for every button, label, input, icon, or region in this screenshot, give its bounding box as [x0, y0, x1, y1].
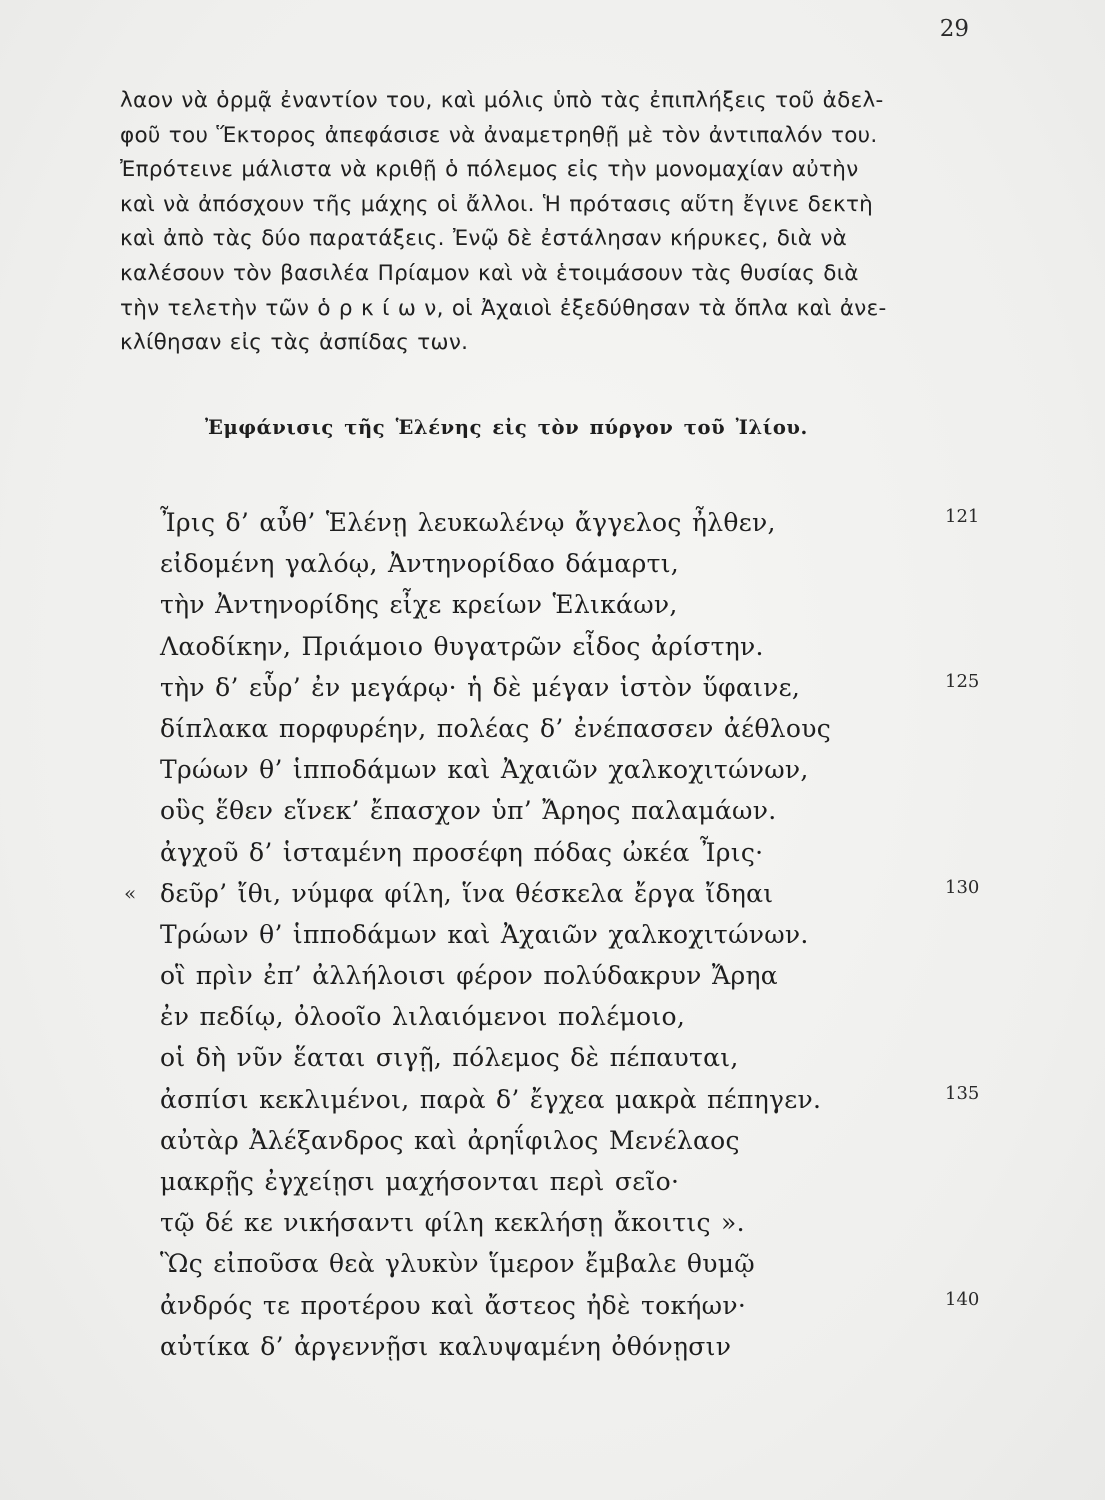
verse-text: αὐτίκα δ’ ἀργεννῇσι καλυψαμένη ὀθόνῃσιν [160, 1331, 732, 1361]
verse-text: ἐν πεδίῳ, ὀλοοῖο λιλαιόμενοι πολέμοιο, [160, 1002, 686, 1032]
verse-line [132, 1202, 1012, 1243]
verse-text: οὓς ἕθεν εἵνεκ’ ἔπασχον ὑπ’ Ἄρηος παλαμάων. [160, 796, 777, 826]
verse-line [132, 1161, 1012, 1202]
verse-text: ἀγχοῦ δ’ ἱσταμένη προσέφη πόδας ὠκέα Ἶρις· [160, 837, 764, 867]
verse-line [124, 873, 1012, 914]
verse-text: τὴν Ἀντηνορίδης εἶχε κρείων Ἑλικάων, [160, 590, 678, 620]
verse-line [132, 1243, 1012, 1284]
verse-text: οἳ πρὶν ἐπ’ ἀλλήλοισι φέρον πολύδακρυν Ἄρηα [160, 961, 778, 991]
verse-line [132, 996, 1012, 1037]
section-heading: Ἐμφάνισις τῆς Ἑλένης εἰς τὸν πύργον τοῦ Ἰλίου. [205, 416, 808, 439]
verse-line [132, 1079, 1012, 1120]
verse-line [132, 1326, 1012, 1367]
prose-line: λαον νὰ ὁρμᾷ ἐναντίον του, καὶ μόλις ὑπὸ τὰς ἐπιπλήξεις τοῦ ἀδελ- [120, 88, 884, 113]
prose-paragraph [120, 84, 980, 361]
verse-line [132, 543, 1012, 584]
prose-line: κλίθησαν εἰς τὰς ἀσπίδας των. [120, 330, 469, 356]
verse-text: οἱ δὴ νῦν ἕαται σιγῇ, πόλεμος δὲ πέπαυται, [160, 1043, 739, 1073]
verse-line-number: 140 [945, 1288, 980, 1310]
verse-text: Λαοδίκην, Πριάμοιο θυγατρῶν εἶδος ἀρίστην. [160, 631, 764, 661]
verse-line [132, 1037, 1012, 1078]
verse-line [132, 1120, 1012, 1161]
verse-line [132, 502, 1012, 543]
verse-text: μακρῇς ἐγχείῃσι μαχήσονται περὶ σεῖο· [160, 1167, 680, 1196]
verse-text: τῷ δέ κε νικήσαντι φίλη κεκλήσῃ ἄκοιτις ». [160, 1208, 745, 1238]
verse-text: ἀσπίσι κεκλιμένοι, παρὰ δ’ ἔγχεα μακρὰ πέπηγεν. [160, 1084, 822, 1114]
verse-text: αὐτὰρ Ἀλέξανδρος καὶ ἀρηΐφιλος Μενέλαος [160, 1125, 740, 1155]
verse-line [132, 667, 1012, 708]
verse-text: εἰδομένη γαλόῳ, Ἀντηνορίδαο δάμαρτι, [160, 549, 680, 579]
verse-line-number: 130 [945, 876, 980, 898]
verse-line-number: 135 [945, 1082, 980, 1104]
prose-line: φοῦ του Ἕκτορος ἀπεφάσισε νὰ ἀναμετρηθῇ μὲ τὸν ἀντιπαλόν του. [120, 122, 878, 148]
verse-text: δεῦρ’ ἴθι, νύμφα φίλη, ἵνα θέσκελα ἔργα ἴδηαι [160, 878, 774, 908]
verse-text: Ἶρις δ’ αὖθ’ Ἑλένῃ λευκωλένῳ ἄγγελος ἦλθεν, [160, 508, 776, 537]
prose-line: Ἐπρότεινε μάλιστα νὰ κριθῇ ὁ πόλεμος εἰς τὴν μονομαχίαν αὐτὴν [120, 157, 859, 183]
verse-line [132, 790, 1012, 831]
verse-line-number: 125 [945, 670, 980, 692]
verse-line [132, 1285, 1012, 1326]
verse-text: τὴν δ’ εὗρ’ ἐν μεγάρῳ· ἡ δὲ μέγαν ἱστὸν ὕφαινε, [160, 672, 801, 702]
verse-line [132, 626, 1012, 667]
verse-line [132, 955, 1012, 996]
verse-line-number: 121 [945, 506, 980, 527]
prose-line: καλέσουν τὸν βασιλέα Πρίαμον καὶ νὰ ἑτοιμάσουν τὰς θυσίας διὰ [120, 260, 859, 286]
verse-line [132, 749, 1012, 790]
page-number: 29 [939, 16, 969, 42]
prose-line: τὴν τελετὴν τῶν ὁ ρ κ ί ω ν, οἱ Ἀχαιοὶ ἐξεδύθησαν τὰ ὅπλα καὶ ἀνε- [120, 295, 887, 321]
verse-passage [124, 502, 1012, 1367]
verse-line [132, 584, 1012, 625]
verse-quote-mark: « [124, 880, 137, 905]
verse-text: δίπλακα πορφυρέην, πολέας δ’ ἐνέπασσεν ἀέθλους [160, 713, 832, 743]
verse-line [132, 708, 1012, 749]
verse-text: Τρώων θ’ ἱπποδάμων καὶ Ἀχαιῶν χαλκοχιτώνων. [160, 919, 809, 949]
prose-line: καὶ ἀπὸ τὰς δύο παρατάξεις. Ἐνῷ δὲ ἐστάλησαν κήρυκες, διὰ νὰ [120, 226, 848, 252]
verse-line [132, 832, 1012, 873]
verse-text: Ὣς εἰποῦσα θεὰ γλυκὺν ἵμερον ἔμβαλε θυμῷ [160, 1249, 755, 1279]
prose-line: καὶ νὰ ἀπόσχουν τῆς μάχης οἱ ἄλλοι. Ἡ πρότασις αὕτη ἔγινε δεκτὴ [120, 191, 874, 217]
verse-text: Τρώων θ’ ἱπποδάμων καὶ Ἀχαιῶν χαλκοχιτώνων, [160, 755, 809, 785]
verse-text: ἀνδρός τε προτέρου καὶ ἄστεος ἠδὲ τοκήων· [160, 1290, 747, 1320]
verse-line [132, 914, 1012, 955]
